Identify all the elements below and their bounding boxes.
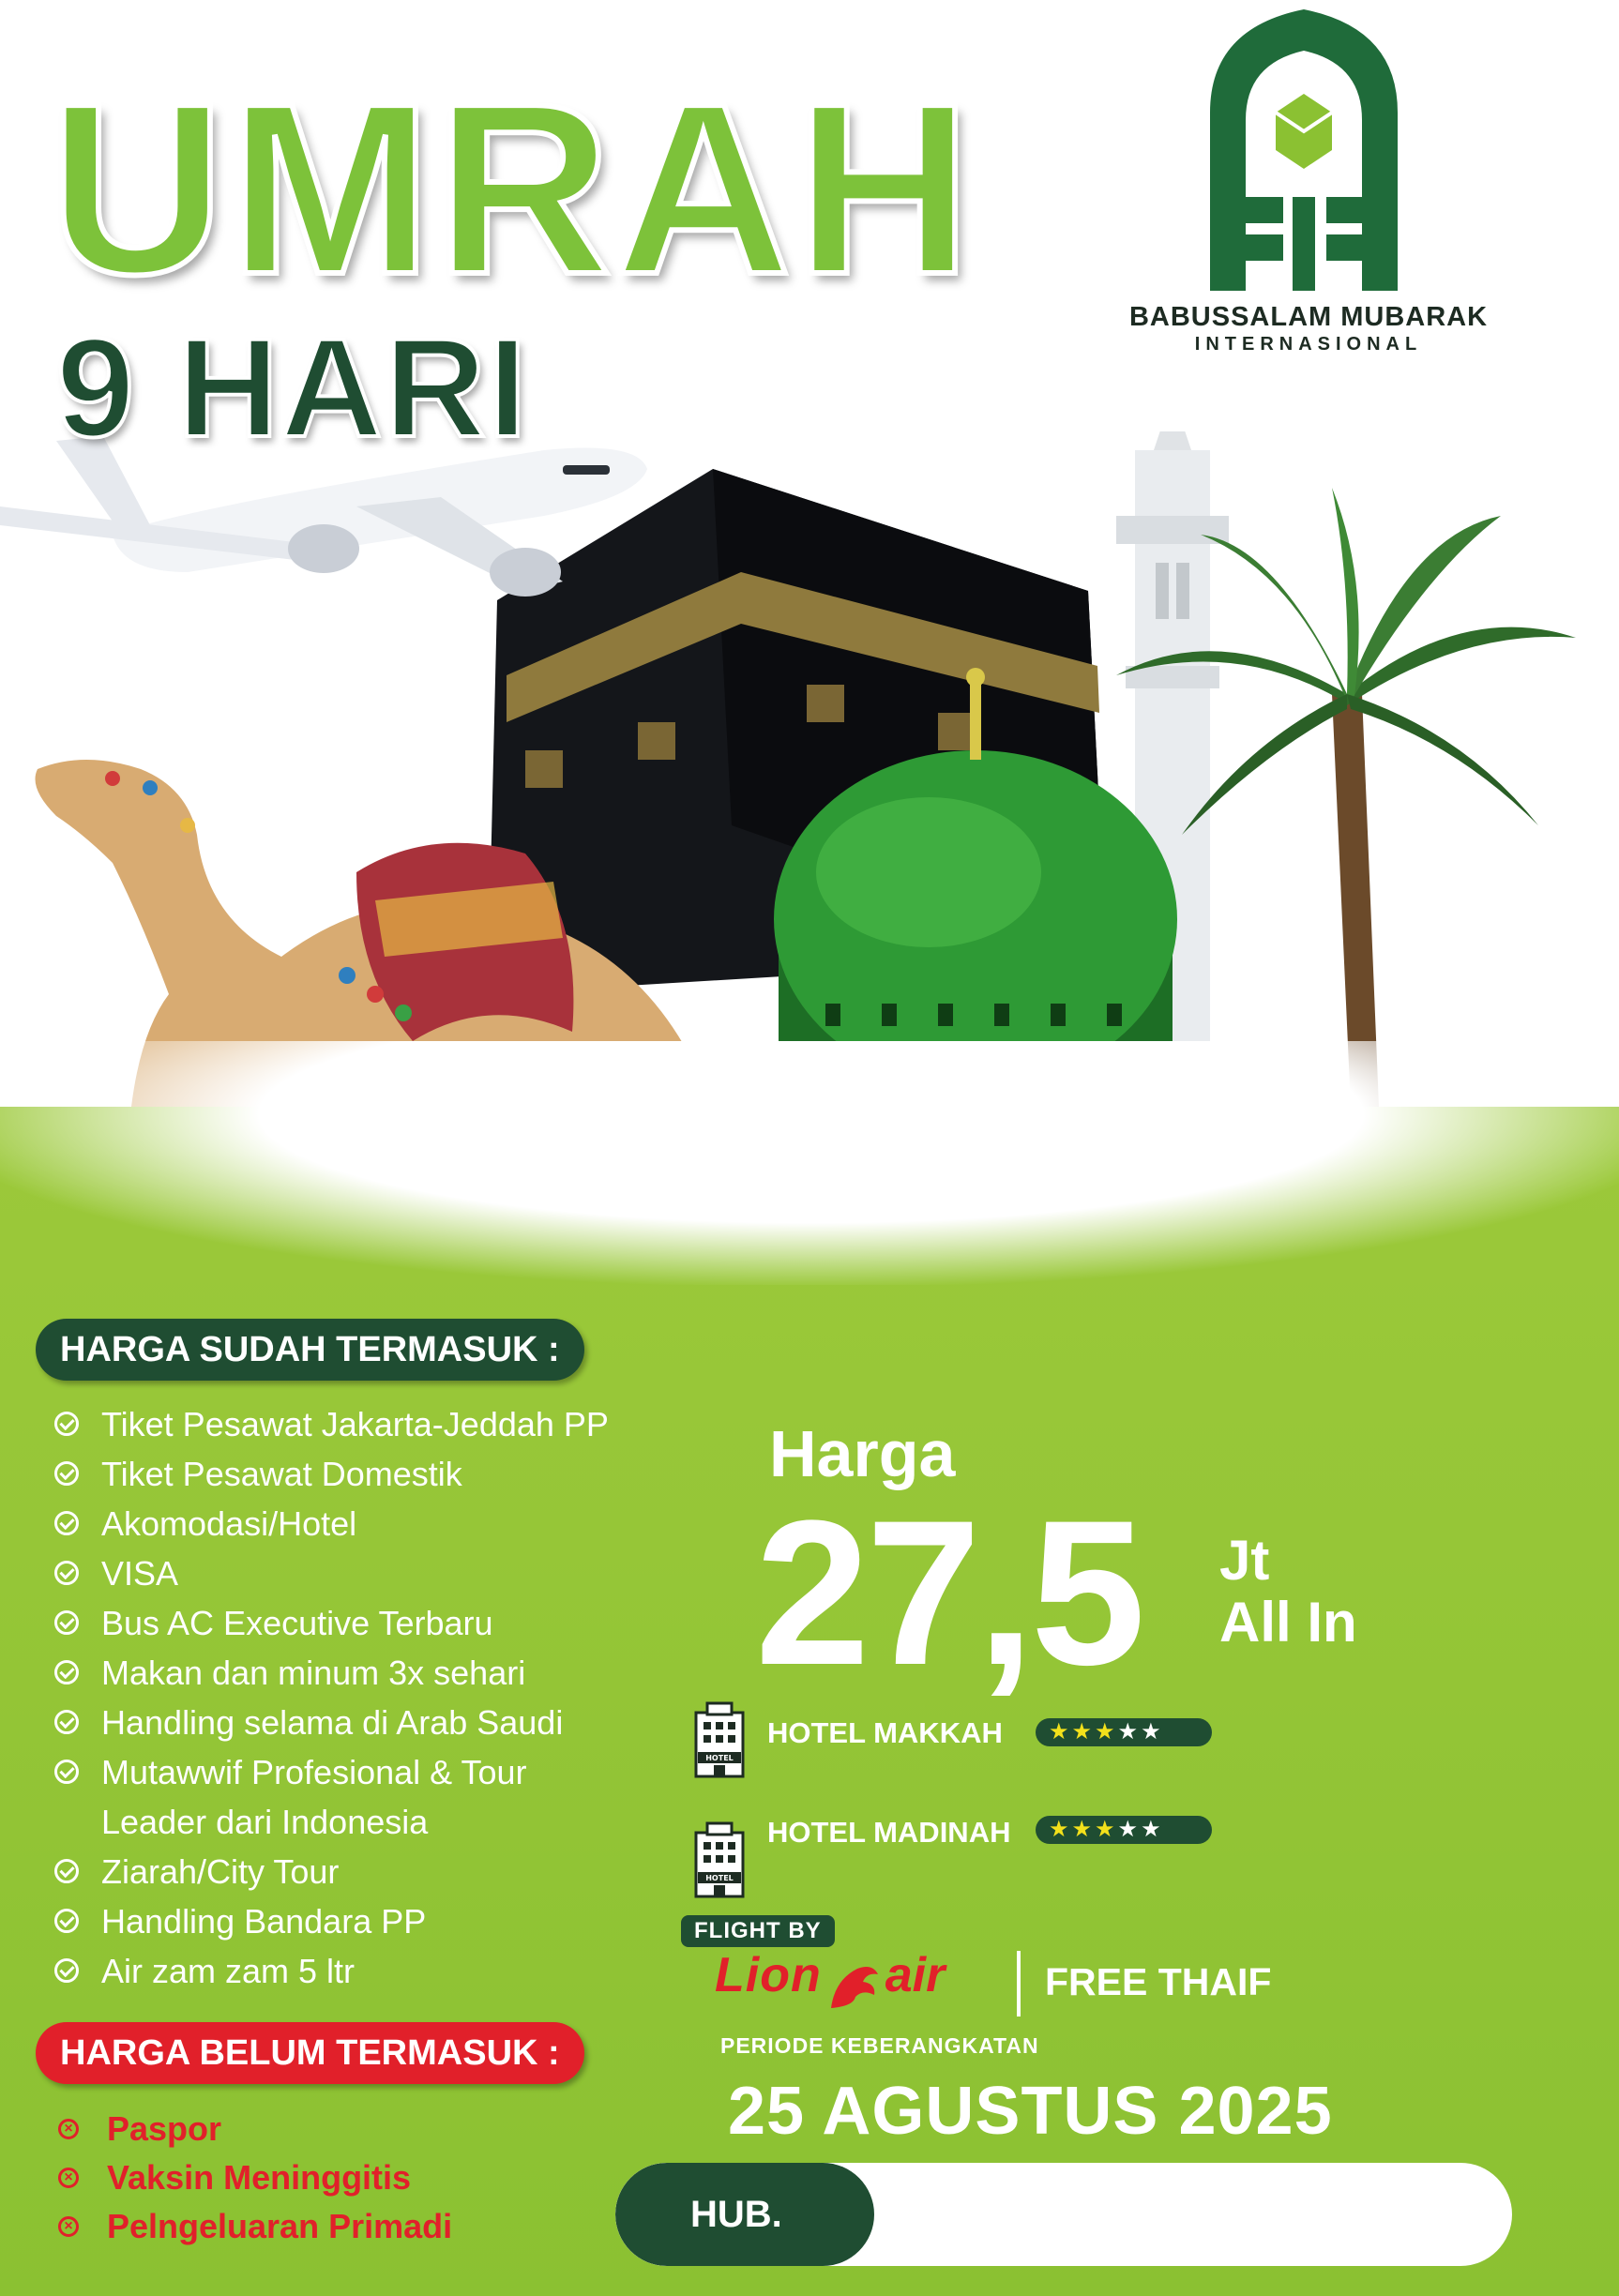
star-icon: ★ xyxy=(1049,1817,1072,1842)
brand-subtitle: INTERNASIONAL xyxy=(1194,334,1423,355)
list-item: Makan dan minum 3x sehari xyxy=(54,1648,609,1698)
hotel-makkah-label: HOTEL MAKKAH xyxy=(767,1716,1003,1749)
lion-bird-icon xyxy=(825,1961,882,2014)
hotel-madinah-label: HOTEL MADINAH xyxy=(767,1816,1011,1849)
list-item: × Pelngeluaran Primadi xyxy=(54,2202,452,2251)
cloud-transition xyxy=(0,1041,1619,1285)
star-icon: ★ xyxy=(1095,1719,1118,1745)
star-icon: ★ xyxy=(1141,1719,1164,1745)
free-thaif-label: FREE THAIF xyxy=(1045,1960,1272,2003)
check-circle-icon xyxy=(54,1610,79,1635)
list-item: × Vaksin Meninggitis xyxy=(54,2153,452,2202)
brand-name: BABUSSALAM MUBARAK xyxy=(1128,302,1489,332)
svg-text:HOTEL: HOTEL xyxy=(705,1754,734,1762)
list-item: Handling selama di Arab Saudi xyxy=(54,1698,609,1747)
star-icon: ★ xyxy=(1141,1817,1164,1842)
divider xyxy=(1017,1951,1021,2017)
list-item: VISA xyxy=(54,1548,609,1598)
departure-date: 25 AGUSTUS 2025 xyxy=(728,2074,1333,2149)
price-unit: Jt xyxy=(1219,1529,1270,1592)
check-circle-icon xyxy=(54,1859,79,1883)
list-item: × Paspor xyxy=(54,2105,452,2153)
check-circle-icon xyxy=(54,1909,79,1933)
list-item: Tiket Pesawat Jakarta-Jeddah PP xyxy=(54,1399,609,1449)
pilgrimage-illustration xyxy=(0,431,1619,1144)
list-item: Mutawwif Profesional & Tour xyxy=(54,1747,609,1797)
star-icon: ★ xyxy=(1049,1719,1072,1745)
list-item: Akomodasi/Hotel xyxy=(54,1499,609,1548)
contact-bar xyxy=(615,2163,1512,2266)
excluded-list xyxy=(54,2105,452,2251)
star-icon: ★ xyxy=(1071,1719,1096,1745)
x-circle-icon: × xyxy=(58,2119,79,2139)
check-circle-icon xyxy=(54,1760,79,1784)
list-item: Bus AC Executive Terbaru xyxy=(54,1598,609,1648)
departure-label: PERIODE KEBERANGKATAN xyxy=(720,2033,1039,2058)
included-list xyxy=(54,1399,609,1996)
list-item-continued: Leader dari Indonesia xyxy=(101,1803,429,1841)
hotel-madinah-rating xyxy=(1036,1816,1212,1844)
x-circle-icon: × xyxy=(58,2168,79,2188)
airline-logo: Lion air xyxy=(715,1947,945,2013)
hotel-makkah-rating xyxy=(1036,1718,1212,1746)
contact-label: HUB. xyxy=(615,2163,874,2266)
star-icon: ★ xyxy=(1071,1817,1096,1842)
flight-badge: FLIGHT BY xyxy=(681,1915,835,1947)
check-circle-icon xyxy=(54,1412,79,1436)
star-icon: ★ xyxy=(1117,1817,1142,1842)
list-item: Air zam zam 5 ltr xyxy=(54,1946,609,1996)
check-circle-icon xyxy=(54,1461,79,1486)
price-note: All In xyxy=(1219,1591,1357,1654)
check-circle-icon xyxy=(54,1660,79,1684)
price-label: Harga xyxy=(769,1417,956,1490)
x-circle-icon: × xyxy=(58,2216,79,2237)
brand-logo xyxy=(1191,9,1416,291)
included-heading: HARGA SUDAH TERMASUK : xyxy=(36,1319,584,1381)
excluded-heading: HARGA BELUM TERMASUK : xyxy=(36,2022,584,2084)
price-value: 27,5 xyxy=(755,1477,1142,1708)
check-circle-icon xyxy=(54,1561,79,1585)
star-icon: ★ xyxy=(1095,1817,1118,1842)
check-circle-icon xyxy=(54,1710,79,1734)
list-item: Ziarah/City Tour xyxy=(54,1847,609,1896)
check-circle-icon xyxy=(54,1511,79,1535)
title-duration: 9 HARI xyxy=(56,309,529,466)
check-circle-icon xyxy=(54,1958,79,1983)
title-main: UMRAH xyxy=(49,53,976,325)
list-item: Tiket Pesawat Domestik xyxy=(54,1449,609,1499)
star-icon: ★ xyxy=(1117,1719,1142,1745)
list-item: Handling Bandara PP xyxy=(54,1896,609,1946)
hotel-icon xyxy=(687,1820,752,1898)
svg-text:HOTEL: HOTEL xyxy=(705,1874,734,1882)
hotel-icon xyxy=(687,1699,752,1778)
